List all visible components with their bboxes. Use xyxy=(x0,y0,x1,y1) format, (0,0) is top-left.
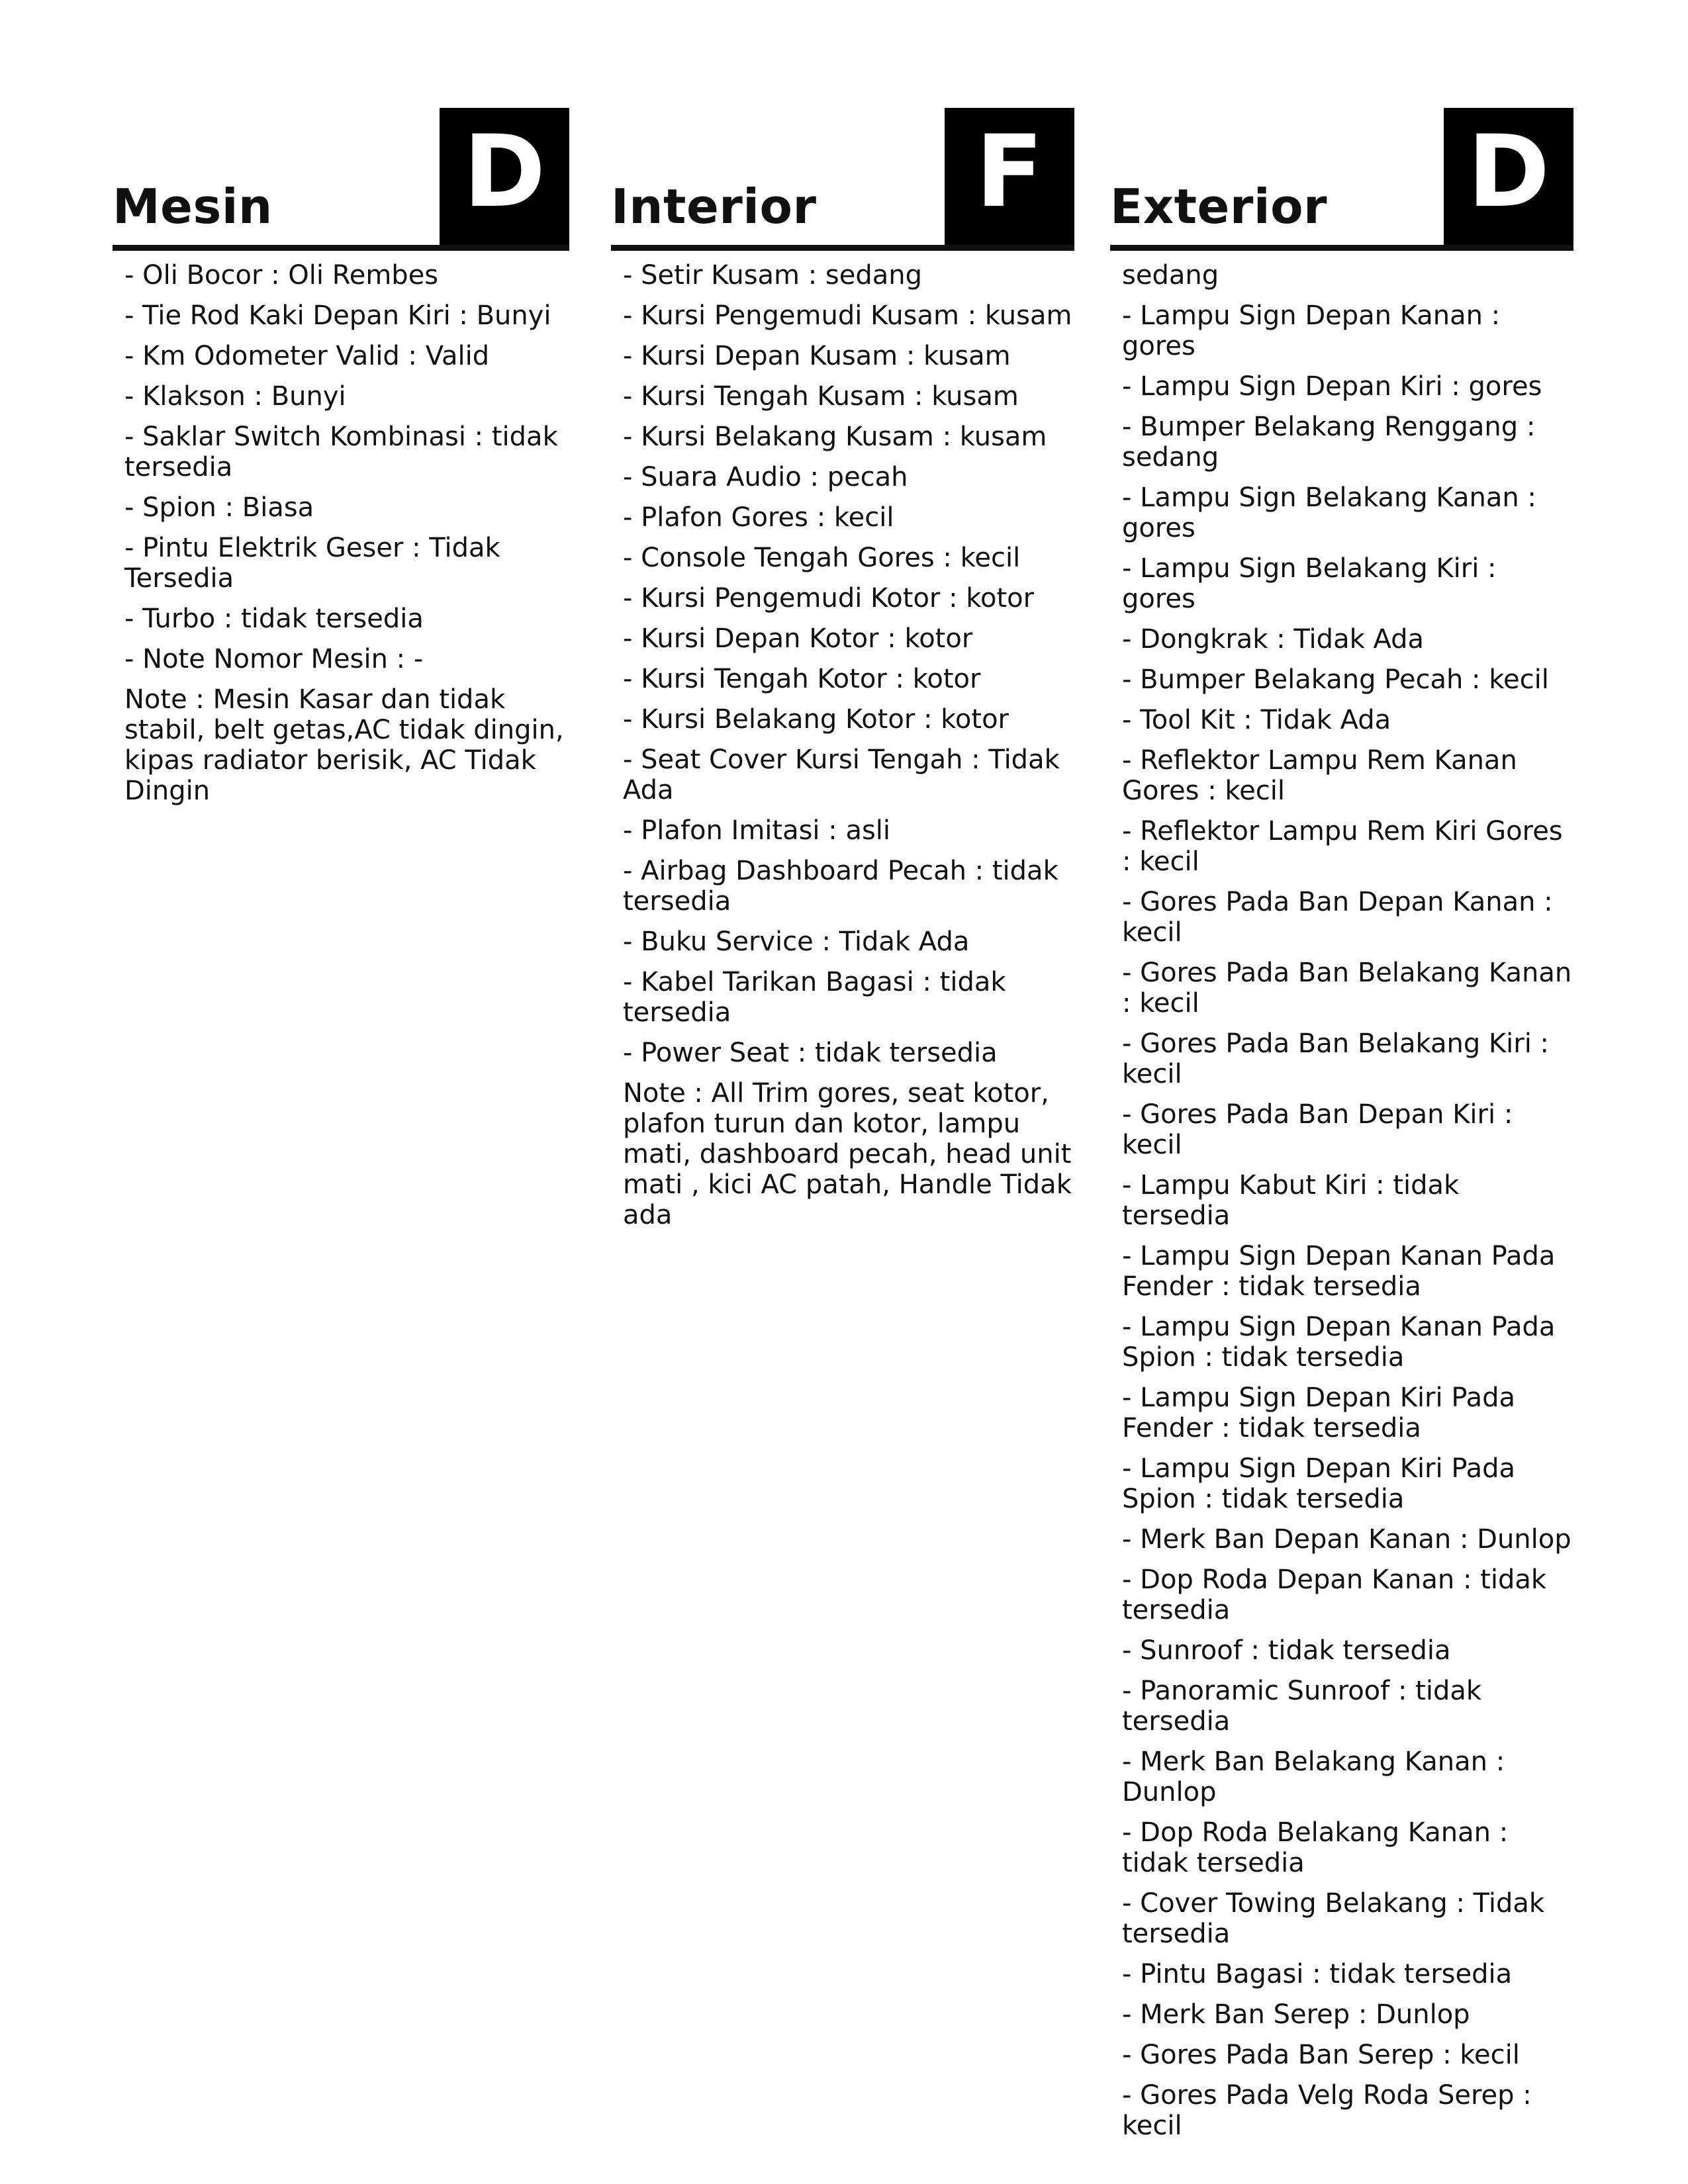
list-item: - Lampu Sign Belakang Kanan : gores xyxy=(1122,482,1536,543)
list-item: - Kursi Tengah Kusam : kusam xyxy=(623,381,1019,412)
list-item: - Lampu Sign Depan Kiri Pada Spion : tidak tersedia xyxy=(1122,1453,1516,1514)
list-item: - Plafon Imitasi : asli xyxy=(623,815,891,846)
section-title: Exterior xyxy=(1110,179,1328,234)
list-item: - Pintu Elektrik Geser : Tidak Tersedia xyxy=(124,533,500,594)
list-item: - Buku Service : Tidak Ada xyxy=(623,927,970,957)
list-item: - Oli Bocor : Oli Rembes xyxy=(124,260,439,291)
list-item: - Gores Pada Ban Depan Kanan : kecil xyxy=(1122,887,1553,948)
list-item: - Cover Towing Belakang : Tidak tersedia xyxy=(1122,1888,1545,1949)
list-item: - Power Seat : tidak tersedia xyxy=(623,1038,998,1068)
list-item: - Setir Kusam : sedang xyxy=(623,260,923,291)
list-item: - Tool Kit : Tidak Ada xyxy=(1122,705,1391,735)
list-item: - Kabel Tarikan Bagasi : tidak tersedia xyxy=(623,967,1006,1028)
list-item: - Km Odometer Valid : Valid xyxy=(124,341,490,371)
list-item: - Note Nomor Mesin : - xyxy=(124,644,424,674)
grade-badge: F xyxy=(945,108,1074,245)
list-item: - Kursi Belakang Kotor : kotor xyxy=(623,704,1009,735)
list-item: - Dop Roda Depan Kanan : tidak tersedia xyxy=(1122,1565,1547,1625)
inspection-list xyxy=(113,260,569,674)
section-mesin xyxy=(113,108,569,806)
list-item: - Lampu Sign Depan Kanan Pada Fender : tidak tersedia xyxy=(1122,1241,1556,1302)
list-item: - Reflektor Lampu Rem Kanan Gores : kecil xyxy=(1122,745,1517,806)
list-item: - Kursi Depan Kotor : kotor xyxy=(623,623,973,654)
list-item: - Kursi Belakang Kusam : kusam xyxy=(623,422,1047,452)
list-item: - Suara Audio : pecah xyxy=(623,462,908,492)
list-item: - Saklar Switch Kombinasi : tidak tersedia xyxy=(124,422,558,482)
list-item: - Tie Rod Kaki Depan Kiri : Bunyi xyxy=(124,300,551,331)
list-item: - Lampu Sign Depan Kanan Pada Spion : tidak tersedia xyxy=(1122,1312,1556,1373)
list-item: - Dongkrak : Tidak Ada xyxy=(1122,624,1425,655)
list-item: - Plafon Gores : kecil xyxy=(623,502,894,533)
list-item: - Klakson : Bunyi xyxy=(124,381,346,412)
section-interior xyxy=(611,108,1074,1230)
list-item: - Lampu Sign Depan Kiri : gores xyxy=(1122,371,1542,402)
list-item: - Lampu Sign Belakang Kiri : gores xyxy=(1122,553,1497,614)
section-header xyxy=(611,108,1074,251)
list-item: - Merk Ban Belakang Kanan : Dunlop xyxy=(1122,1747,1505,1807)
list-item: - Gores Pada Ban Belakang Kanan : kecil xyxy=(1122,958,1572,1019)
list-item: - Bumper Belakang Pecah : kecil xyxy=(1122,664,1549,695)
list-item: - Dop Roda Belakang Kanan : tidak tersedia xyxy=(1122,1817,1509,1878)
list-item: - Gores Pada Ban Depan Kiri : kecil xyxy=(1122,1099,1513,1160)
section-note: Note : All Trim gores, seat kotor, plafon turun dan kotor, lampu mati, dashboard pecah, head unit mati , kici AC patah, Handle Tidak ada xyxy=(623,1078,1072,1230)
section-note: Note : Mesin Kasar dan tidak stabil, belt getas,AC tidak dingin, kipas radiator berisik, AC Tidak Dingin xyxy=(124,684,564,806)
section-title: Interior xyxy=(611,179,817,234)
list-item: - Airbag Dashboard Pecah : tidak tersedia xyxy=(623,856,1058,917)
section-exterior xyxy=(1110,108,1573,2151)
list-item: - Merk Ban Depan Kanan : Dunlop xyxy=(1122,1524,1571,1555)
grade-badge: D xyxy=(440,108,569,245)
section-header xyxy=(113,108,569,251)
section-title: Mesin xyxy=(113,179,273,234)
list-item: - Kursi Depan Kusam : kusam xyxy=(623,341,1011,371)
list-item: - Kursi Pengemudi Kotor : kotor xyxy=(623,583,1035,614)
list-item: - Lampu Sign Depan Kanan : gores xyxy=(1122,300,1501,361)
inspection-list xyxy=(1110,260,1573,2141)
list-item: - Gores Pada Ban Belakang Kiri : kecil xyxy=(1122,1028,1550,1089)
list-item: - Reflektor Lampu Rem Kiri Gores : kecil xyxy=(1122,816,1563,877)
list-item: - Lampu Sign Depan Kiri Pada Fender : tidak tersedia xyxy=(1122,1383,1516,1443)
list-item: - Kursi Pengemudi Kusam : kusam xyxy=(623,300,1072,331)
list-item: sedang xyxy=(1122,260,1219,291)
list-item: - Panoramic Sunroof : tidak tersedia xyxy=(1122,1676,1482,1737)
list-item: - Sunroof : tidak tersedia xyxy=(1122,1635,1451,1666)
list-item: - Seat Cover Kursi Tengah : Tidak Ada xyxy=(623,745,1060,805)
list-item: - Turbo : tidak tersedia xyxy=(124,604,424,634)
list-item: - Kursi Tengah Kotor : kotor xyxy=(623,664,981,694)
list-item: - Merk Ban Serep : Dunlop xyxy=(1122,1999,1470,2030)
list-item: - Gores Pada Velg Roda Serep : kecil xyxy=(1122,2080,1532,2141)
list-item: - Gores Pada Ban Serep : kecil xyxy=(1122,2040,1520,2070)
inspection-list xyxy=(611,260,1074,1068)
list-item: - Console Tengah Gores : kecil xyxy=(623,543,1021,573)
section-header xyxy=(1110,108,1573,251)
list-item: - Pintu Bagasi : tidak tersedia xyxy=(1122,1959,1513,1989)
list-item: - Lampu Kabut Kiri : tidak tersedia xyxy=(1122,1170,1460,1231)
grade-badge: D xyxy=(1444,108,1573,245)
list-item: - Bumper Belakang Renggang : sedang xyxy=(1122,412,1536,473)
list-item: - Spion : Biasa xyxy=(124,492,314,523)
